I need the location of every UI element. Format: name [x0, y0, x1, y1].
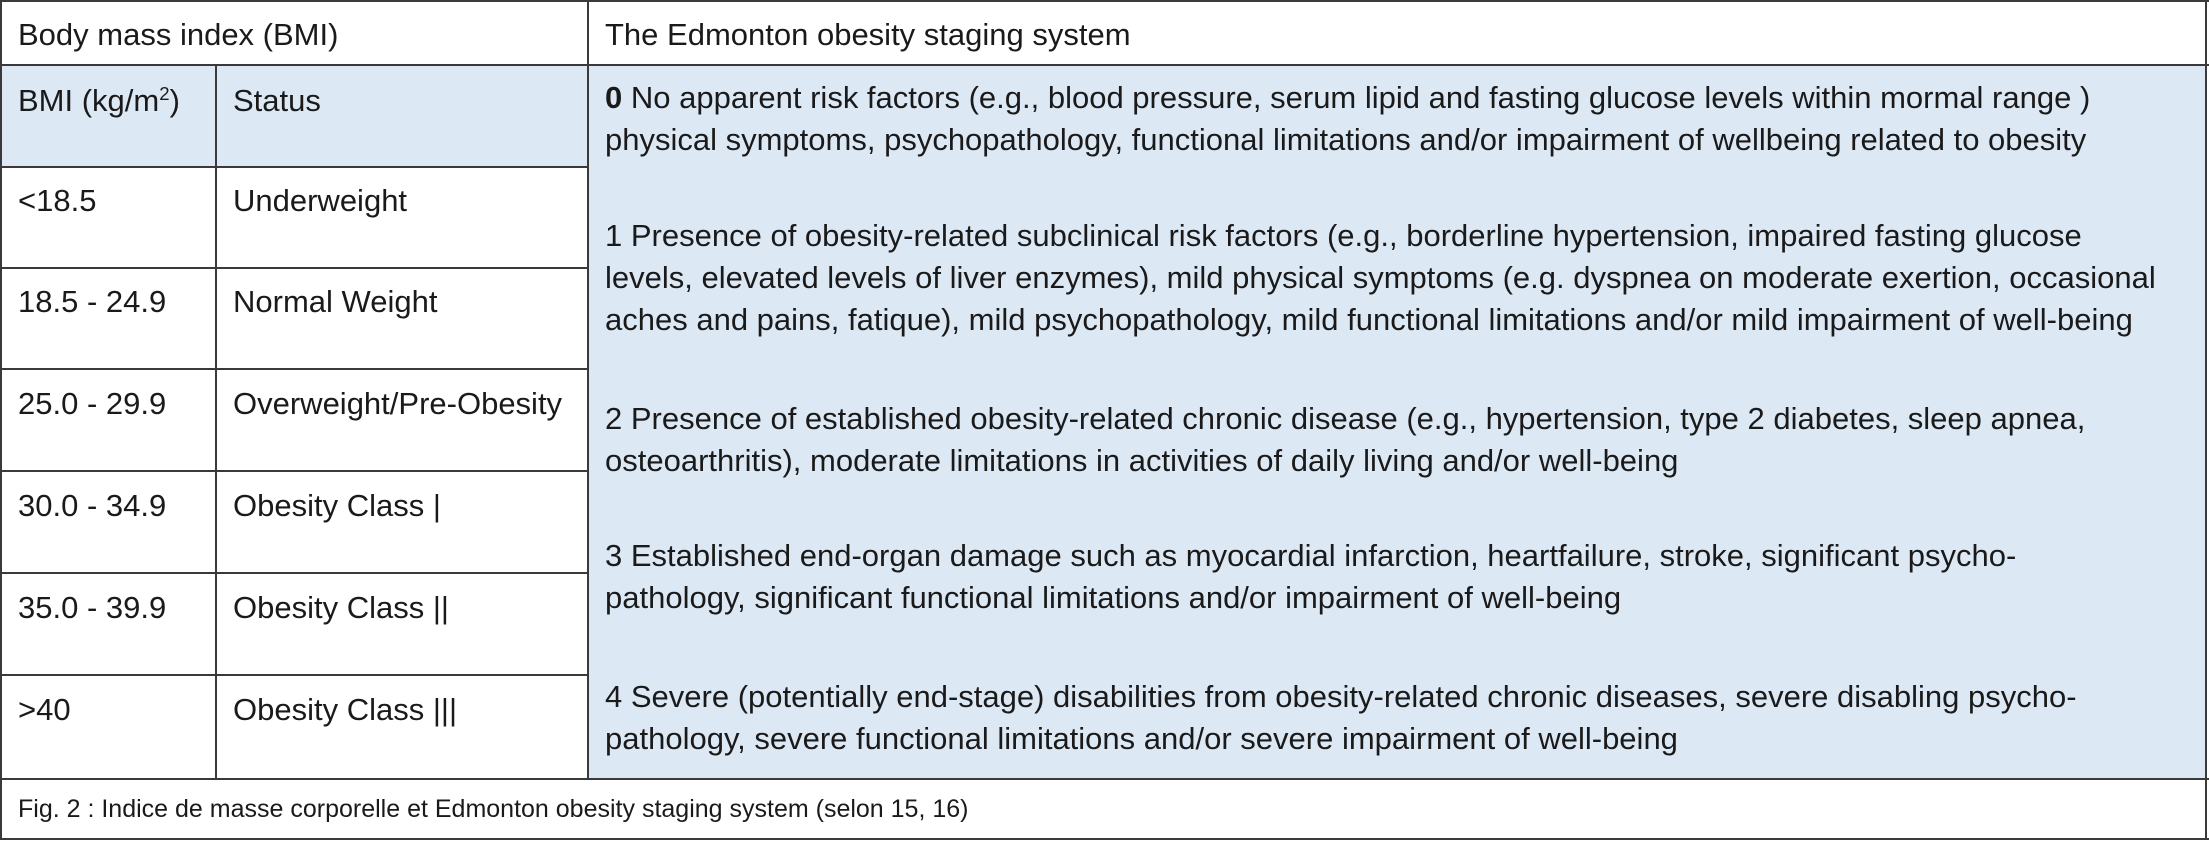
row-divider	[0, 166, 589, 168]
edmonton-section-header: The Edmonton obesity staging system	[605, 17, 1131, 52]
caption-divider	[0, 778, 2209, 780]
column-divider-main	[587, 0, 589, 780]
stage-number: 3	[605, 538, 623, 573]
bmi-status-cell: Obesity Class |	[233, 488, 441, 523]
stage-number: 1	[605, 218, 623, 253]
stage-line: Presence of established obesity-related chronic disease (e.g., hypertension, type 2 diabetes, sleep apnea,	[630, 401, 2086, 436]
stage-line: No apparent risk factors (e.g., blood pressure, serum lipid and fasting glucose levels within mormal range )	[630, 80, 2091, 115]
border-top	[0, 0, 2209, 2]
stage-number: 0	[605, 80, 623, 115]
bmi-status-cell: Underweight	[233, 183, 408, 218]
column-divider-bmi	[215, 64, 217, 780]
stage-3	[605, 535, 2016, 619]
stage-4	[605, 676, 2077, 760]
bmi-status-cell: Normal Weight	[233, 284, 438, 319]
row-divider	[0, 674, 589, 676]
bmi-status-cell: Overweight/Pre-Obesity	[233, 386, 563, 421]
bmi-status-cell: Obesity Class ||	[233, 590, 449, 625]
bmi-range-cell: 35.0 - 39.9	[18, 590, 167, 625]
row-divider	[0, 572, 589, 574]
stage-line: physical symptoms, psychopathology, functional limitations and/or impairment of wellbeing related to obesity	[605, 122, 2087, 157]
stage-line: Presence of obesity-related subclinical risk factors (e.g., borderline hypertension, impaired fasting glucose	[630, 218, 2082, 253]
bmi-column-header: BMI $(kg/m^2)$	[18, 82, 180, 118]
stage-line: pathology, severe functional limitations and/or severe impairment of well-being	[605, 721, 1678, 756]
border-left	[0, 0, 2, 840]
bmi-range-cell: <18.5	[18, 183, 97, 218]
stage-0	[605, 77, 2090, 161]
stage-line: levels, elevated levels of liver enzymes), mild physical symptoms (e.g. dyspnea on moderate exertion, occasional	[605, 260, 2156, 295]
bmi-section-header: Body mass index (BMI)	[18, 17, 339, 52]
stage-1	[605, 215, 2156, 341]
bmi-range-cell: 25.0 - 29.9	[18, 386, 167, 421]
bmi-range-cell: 30.0 - 34.9	[18, 488, 167, 523]
bmi-range-cell: >40	[18, 692, 71, 727]
stage-line: Severe (potentially end-stage) disabilities from obesity-related chronic diseases, severe disabling psycho-	[630, 679, 2077, 714]
border-bottom	[0, 838, 2209, 840]
stage-2	[605, 398, 2085, 482]
stage-line: pathology, significant functional limitations and/or impairment of well-being	[605, 580, 1622, 615]
status-column-header: Status	[233, 83, 321, 118]
border-right	[2205, 0, 2207, 840]
stage-number: 2	[605, 401, 623, 436]
row-divider	[0, 267, 589, 269]
bmi-range-cell: 18.5 - 24.9	[18, 284, 167, 319]
stage-line: osteoarthritis), moderate limitations in activities of daily living and/or well-being	[605, 443, 1679, 478]
row-divider	[0, 368, 589, 370]
bmi-status-cell: Obesity Class |||	[233, 692, 457, 727]
stage-line: aches and pains, fatique), mild psychopathology, mild functional limitations and/or mild impairment of well-being	[605, 302, 2133, 337]
header-divider	[0, 64, 2209, 66]
stage-number: 4	[605, 679, 623, 714]
stage-line: Established end-organ damage such as myocardial infarction, heartfailure, stroke, significant psycho-	[630, 538, 2017, 573]
row-divider	[0, 470, 589, 472]
figure-caption: Fig. 2 : Indice de masse corporelle et Edmonton obesity staging system (selon 15, 16)	[18, 795, 969, 823]
